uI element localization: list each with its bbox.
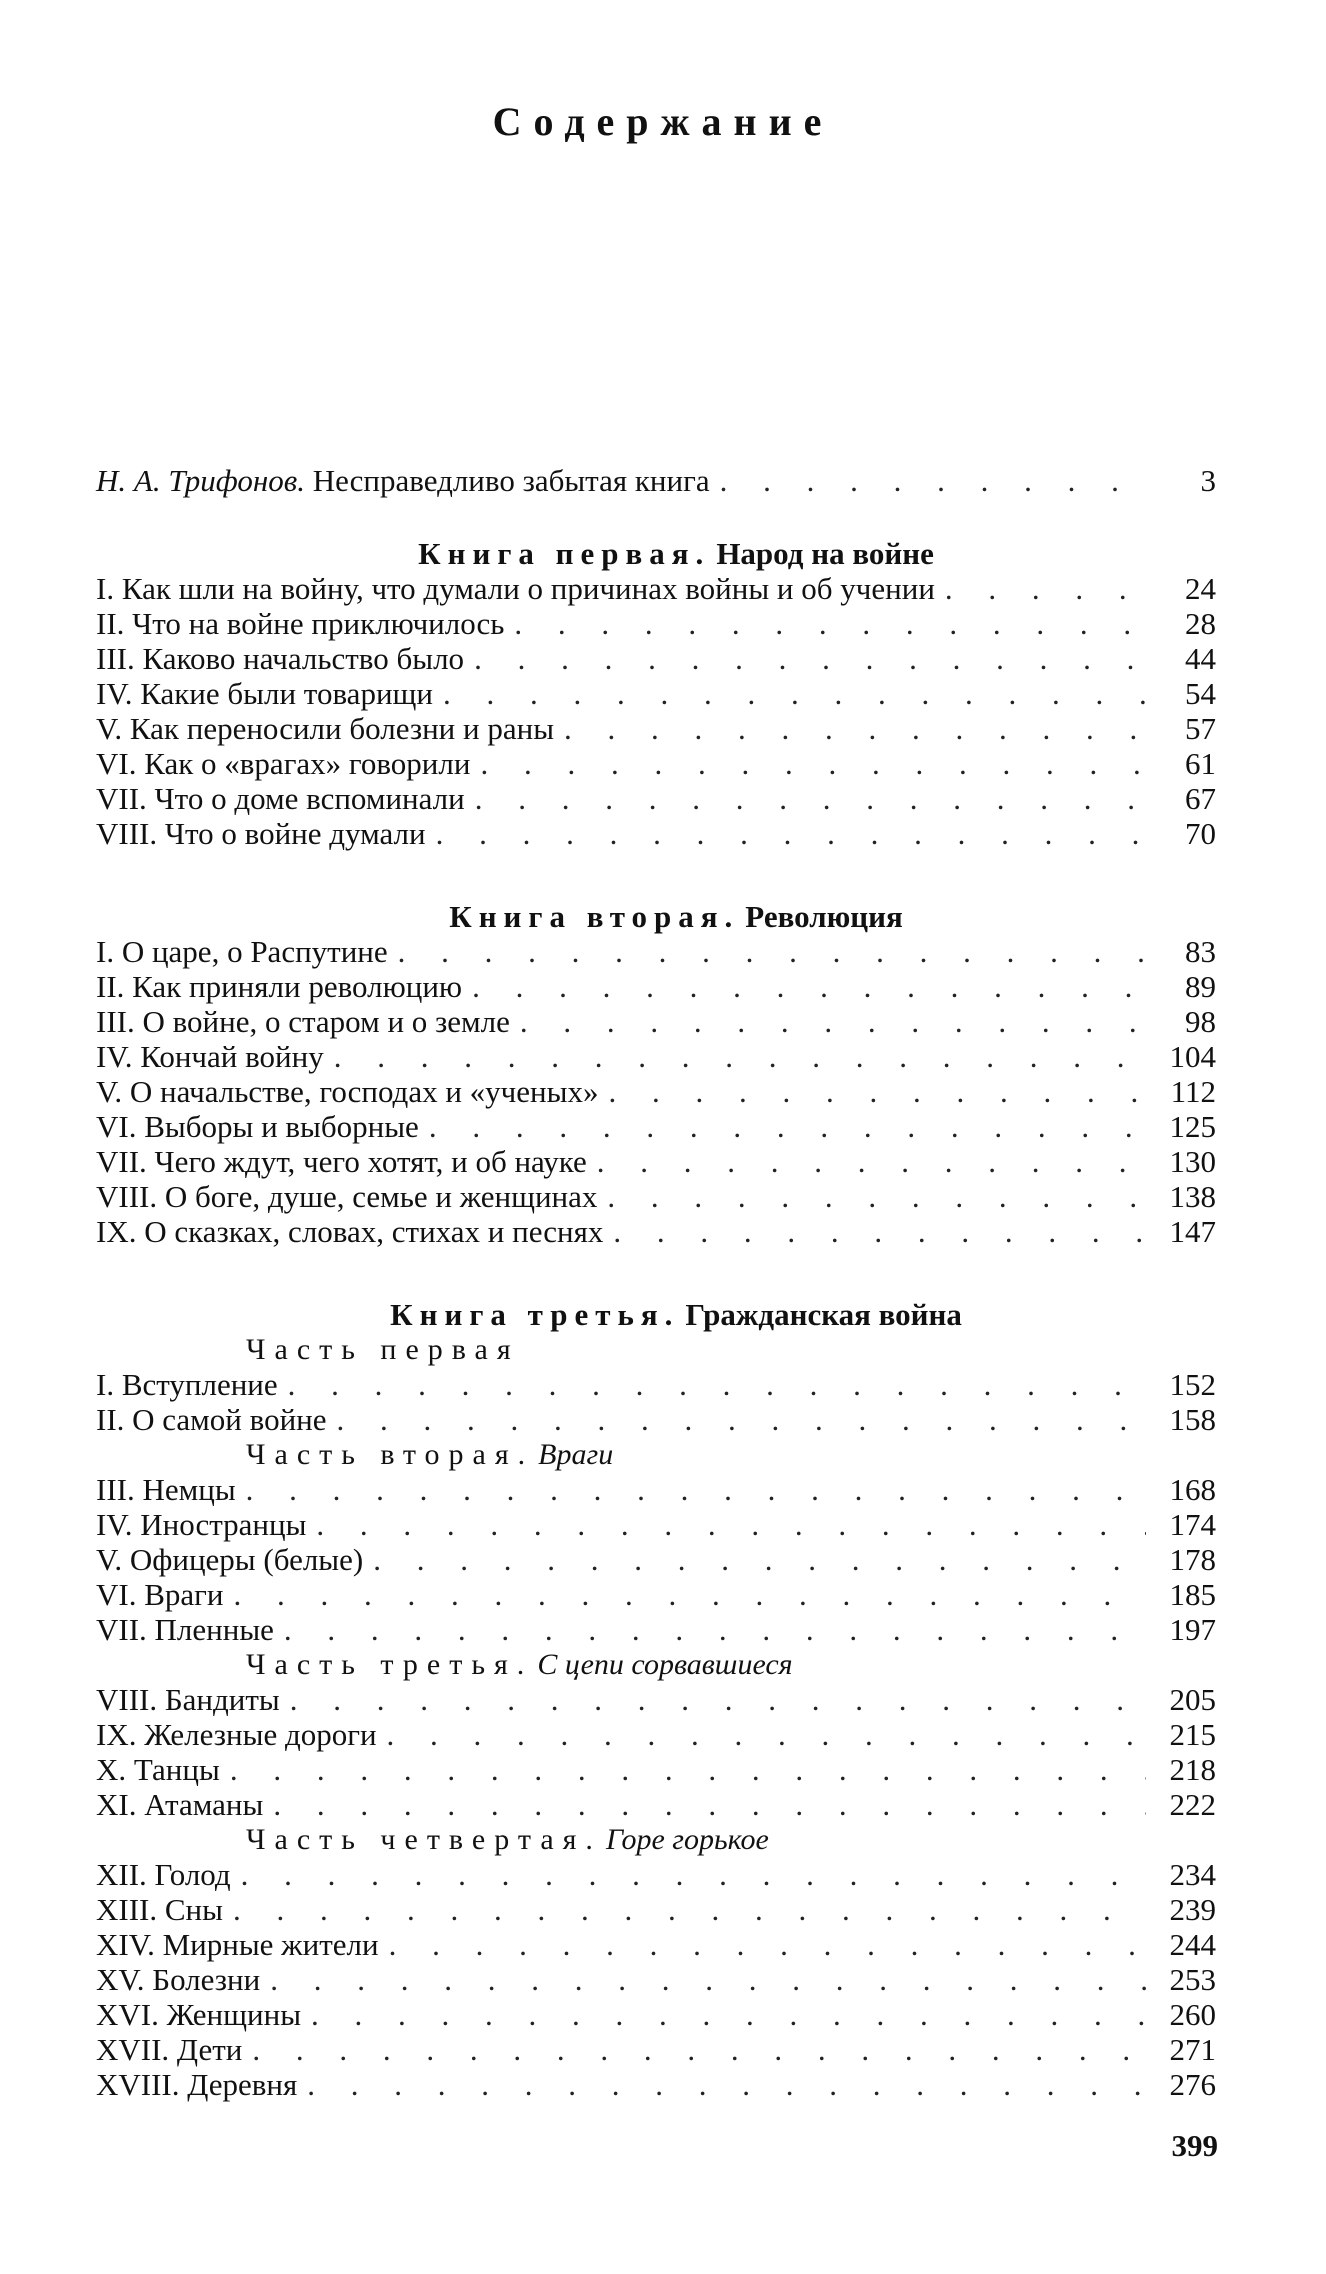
part-title: Горе горькое: [605, 1823, 769, 1856]
dot-leader: [436, 816, 1146, 851]
toc-entry: [96, 1962, 1216, 1997]
entry-title: I. Вступление: [96, 1367, 278, 1402]
toc-entry: [96, 969, 1216, 1004]
dot-leader: [472, 969, 1146, 1004]
toc-entry: [96, 1179, 1216, 1214]
page-number: 130: [1169, 1144, 1216, 1179]
book-heading-1: [96, 536, 1216, 571]
toc-entry: [96, 1472, 1216, 1507]
toc-entry: [96, 1004, 1216, 1039]
entry-title: XIV. Мирные жители: [96, 1927, 379, 1962]
toc-entry: [96, 1682, 1216, 1717]
entry-title: VI. Выборы и выборные: [96, 1109, 419, 1144]
entry-title: IV. Иностранцы: [96, 1507, 307, 1542]
toc-entry: [96, 816, 1216, 851]
dot-leader: [284, 1612, 1146, 1647]
page-number: 152: [1169, 1367, 1216, 1402]
entry-title: IX. О сказках, словах, стихах и песнях: [96, 1214, 604, 1249]
dot-leader: [246, 1472, 1146, 1507]
part-heading-2: [96, 1437, 1216, 1472]
entry-title: IX. Железные дороги: [96, 1717, 377, 1752]
page-number: 3: [1200, 463, 1216, 498]
page-number: 138: [1169, 1179, 1216, 1214]
dot-leader: [373, 1542, 1146, 1577]
entry-title: III. Немцы: [96, 1472, 236, 1507]
entry-title: XVI. Женщины: [96, 1997, 302, 2032]
entry-title: II. Как приняли революцию: [96, 969, 463, 1004]
toc-entry: [96, 1717, 1216, 1752]
toc-entry: [96, 1927, 1216, 1962]
toc-entry: [96, 676, 1216, 711]
entry-title: V. Как переносили болезни и раны: [96, 711, 555, 746]
dot-leader: [443, 676, 1146, 711]
book-title: Народ на войне: [716, 536, 934, 571]
page-number: 67: [1185, 781, 1216, 816]
entry-title: XVII. Дети: [96, 2032, 243, 2067]
entry-title: II. О самой войне: [96, 1402, 327, 1437]
dot-leader: [520, 1004, 1146, 1039]
entry-title: VII. Пленные: [96, 1612, 274, 1647]
page-number: 147: [1169, 1214, 1216, 1249]
page-number: 218: [1169, 1752, 1216, 1787]
part-label: Часть вторая.: [246, 1438, 535, 1471]
entry-title: VII. Чего ждут, чего хотят, и об науке: [96, 1144, 587, 1179]
page-number: 215: [1169, 1717, 1216, 1752]
dot-leader: [474, 641, 1146, 676]
dot-leader: [607, 1179, 1146, 1214]
book-label: Книга третья.: [390, 1297, 680, 1332]
entry-title: IV. Какие были товарищи: [96, 676, 433, 711]
page-number: 222: [1169, 1787, 1216, 1822]
dot-leader: [429, 1109, 1146, 1144]
page-number: 244: [1169, 1927, 1216, 1962]
toc-entry: [96, 781, 1216, 816]
entry-title: I. О царе, о Распутине: [96, 934, 388, 969]
page-number: 239: [1169, 1892, 1216, 1927]
dot-leader: [480, 746, 1146, 781]
intro-author: Н. А. Трифонов.: [96, 463, 305, 498]
toc-entry: [96, 1074, 1216, 1109]
entry-title: X. Танцы: [96, 1752, 220, 1787]
part2-entries: [96, 1472, 1216, 1647]
entry-title: VI. Враги: [96, 1577, 224, 1612]
part-label: Часть четвертая.: [246, 1823, 602, 1856]
page-title: Содержание: [492, 99, 834, 144]
toc-entry: [96, 746, 1216, 781]
entry-title: VII. Что о доме вспоминали: [96, 781, 465, 816]
page-number: 24: [1185, 571, 1216, 606]
page-number: 125: [1169, 1109, 1216, 1144]
table-of-contents: [96, 463, 1216, 2102]
page-number: 54: [1185, 676, 1216, 711]
toc-entry: [96, 1507, 1216, 1542]
toc-entry: [96, 606, 1216, 641]
dot-leader: [288, 1367, 1146, 1402]
page-number: 28: [1185, 606, 1216, 641]
page-number: 271: [1169, 2032, 1216, 2067]
page-number: 174: [1169, 1507, 1216, 1542]
dot-leader: [387, 1717, 1146, 1752]
entry-title: V. Офицеры (белые): [96, 1542, 364, 1577]
part-title: Враги: [538, 1438, 614, 1471]
page-number: 178: [1169, 1542, 1216, 1577]
entry-title: XV. Болезни: [96, 1962, 261, 1997]
part1-entries: [96, 1367, 1216, 1437]
entry-title: IV. Кончай войну: [96, 1039, 324, 1074]
dot-leader: [233, 1892, 1146, 1927]
toc-entry: [96, 711, 1216, 746]
toc-entry: [96, 1542, 1216, 1577]
toc-entry: [96, 1787, 1216, 1822]
dot-leader: [398, 934, 1146, 969]
dot-leader: [307, 2067, 1146, 2102]
page-number: 276: [1169, 2067, 1216, 2102]
dot-leader: [270, 1962, 1146, 1997]
dot-leader: [597, 1144, 1146, 1179]
dot-leader: [316, 1507, 1146, 1542]
book-label: Книга вторая.: [449, 899, 740, 934]
dot-leader: [514, 606, 1146, 641]
toc-entry: [96, 934, 1216, 969]
book2-entries: [96, 934, 1216, 1249]
page-number: 70: [1185, 816, 1216, 851]
dot-leader: [564, 711, 1146, 746]
entry-title: VIII. Что о войне думали: [96, 816, 426, 851]
book-title: Гражданская война: [685, 1297, 962, 1332]
toc-entry: [96, 1402, 1216, 1437]
toc-entry: [96, 1144, 1216, 1179]
entry-title: XIII. Сны: [96, 1892, 223, 1927]
part-heading-1: [96, 1332, 1216, 1367]
book-label: Книга первая.: [418, 536, 711, 571]
toc-entry-intro: [96, 463, 1216, 498]
dot-leader: [334, 1039, 1146, 1074]
entry-title: VIII. Бандиты: [96, 1682, 280, 1717]
entry-title: III. О войне, о старом и о земле: [96, 1004, 510, 1039]
dot-leader: [273, 1787, 1146, 1822]
dot-leader: [233, 1577, 1146, 1612]
toc-entry: [96, 1997, 1216, 2032]
page-number: 57: [1185, 711, 1216, 746]
page-number: 44: [1185, 641, 1216, 676]
page-number: 89: [1185, 969, 1216, 1004]
page-number: 197: [1169, 1612, 1216, 1647]
dot-leader: [720, 463, 1146, 498]
page-number: 185: [1169, 1577, 1216, 1612]
dot-leader: [475, 781, 1146, 816]
book-heading-2: [96, 899, 1216, 934]
dot-leader: [241, 1857, 1146, 1892]
dot-leader: [389, 1927, 1146, 1962]
toc-entry: [96, 1039, 1216, 1074]
entry-title: III. Каково начальство было: [96, 641, 465, 676]
toc-entry: [96, 2067, 1216, 2102]
toc-entry: [96, 1214, 1216, 1249]
page-number: 168: [1169, 1472, 1216, 1507]
page-number: 260: [1169, 1997, 1216, 2032]
dot-leader: [230, 1752, 1146, 1787]
page-number: 61: [1185, 746, 1216, 781]
toc-entry: [96, 1577, 1216, 1612]
toc-entry: [96, 1857, 1216, 1892]
dot-leader: [337, 1402, 1146, 1437]
toc-entry: [96, 2032, 1216, 2067]
toc-entry: [96, 571, 1216, 606]
part-label: Часть третья.: [246, 1648, 534, 1681]
entry-title: XVIII. Деревня: [96, 2067, 298, 2102]
page-number-folio: 399: [1171, 2128, 1218, 2163]
part-label: Часть первая: [246, 1333, 520, 1366]
entry-title: I. Как шли на войну, что думали о причинах войны и об учении: [96, 571, 935, 606]
entry-title: VI. Как о «врагах» говорили: [96, 746, 471, 781]
toc-entry: [96, 1752, 1216, 1787]
dot-leader: [608, 1074, 1146, 1109]
page-number: 253: [1169, 1962, 1216, 1997]
page-number: 98: [1185, 1004, 1216, 1039]
part-title: С цепи сорвавшиеся: [537, 1648, 793, 1681]
page-number: 234: [1169, 1857, 1216, 1892]
entry-title: XII. Голод: [96, 1857, 231, 1892]
entry-title: XI. Атаманы: [96, 1787, 264, 1822]
toc-entry: [96, 1892, 1216, 1927]
toc-entry: [96, 1612, 1216, 1647]
page-number: 112: [1170, 1074, 1216, 1109]
dot-leader: [290, 1682, 1146, 1717]
part4-entries: [96, 1857, 1216, 2102]
dot-leader: [252, 2032, 1146, 2067]
part-heading-3: [96, 1647, 1216, 1682]
dot-leader: [613, 1214, 1146, 1249]
dot-leader: [311, 1997, 1146, 2032]
dot-leader: [945, 571, 1146, 606]
part-heading-4: [96, 1822, 1216, 1857]
part3-entries: [96, 1682, 1216, 1822]
entry-title: V. О начальстве, господах и «ученых»: [96, 1074, 599, 1109]
intro-title: Несправедливо забытая книга: [312, 463, 710, 498]
entry-title: II. Что на войне приключилось: [96, 606, 505, 641]
page-number: 83: [1185, 934, 1216, 969]
page-number: 158: [1169, 1402, 1216, 1437]
page-number: 104: [1169, 1039, 1216, 1074]
entry-title: VIII. О боге, душе, семье и женщинах: [96, 1179, 598, 1214]
toc-entry: [96, 1109, 1216, 1144]
page-number: 205: [1169, 1682, 1216, 1717]
toc-entry: [96, 641, 1216, 676]
book-heading-3: [96, 1297, 1216, 1332]
book1-entries: [96, 571, 1216, 851]
toc-entry: [96, 1367, 1216, 1402]
book-title: Революция: [745, 899, 903, 934]
